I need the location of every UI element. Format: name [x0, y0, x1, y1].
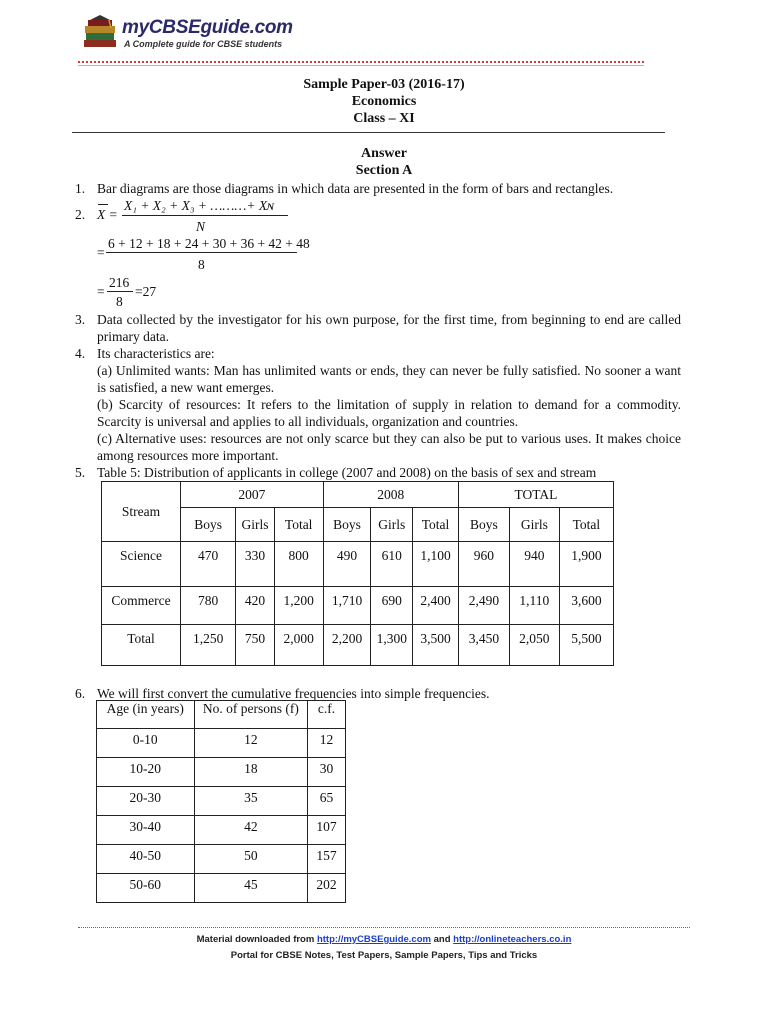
- table-cell: 18: [194, 758, 308, 787]
- table-cell: 1,300: [371, 625, 413, 666]
- sub-header: Girls: [371, 508, 413, 542]
- table-cell: 35: [194, 787, 308, 816]
- mean-bar: [98, 204, 108, 205]
- table-cell: 1,200: [274, 587, 323, 625]
- table-cell: 5,500: [559, 625, 613, 666]
- table-cell: 202: [308, 874, 346, 903]
- frequency-table: [96, 700, 346, 903]
- table-cell: 1,250: [181, 625, 236, 666]
- formula-denominator: N: [196, 219, 206, 234]
- table-cell: 12: [308, 729, 346, 758]
- table-cell: 420: [236, 587, 275, 625]
- table-cell: 800: [274, 542, 323, 587]
- q1-text: Bar diagrams are those diagrams in which data are presented in the form of bars and rectangles.: [97, 181, 614, 196]
- sum-numerator: 6 + 12 + 18 + 24 + 30 + 36 + 42 + 48: [108, 236, 310, 251]
- sub-header: Total: [274, 508, 323, 542]
- footer-prefix: Material downloaded from: [196, 934, 315, 945]
- result-numerator: 216: [109, 275, 130, 290]
- footer-divider: [78, 927, 690, 928]
- table-cell: 0-10: [97, 729, 195, 758]
- footer-mid: and: [433, 934, 451, 945]
- q5-number: 5.: [75, 465, 86, 480]
- section-heading: Section A: [355, 163, 413, 178]
- q4-number: 4.: [75, 346, 86, 361]
- table-cell: 690: [371, 587, 413, 625]
- header-divider-secondary: [78, 65, 644, 66]
- row-label: Total: [102, 625, 181, 666]
- q5-caption: Table 5: Distribution of applicants in college (2007 and 2008) on the basis of sex and stream: [97, 465, 597, 480]
- table-cell: 45: [194, 874, 308, 903]
- table-row: [97, 758, 346, 787]
- header-cell: Age (in years): [97, 701, 195, 729]
- table-cell: 2,050: [509, 625, 559, 666]
- result-denominator: 8: [116, 294, 123, 309]
- group-header-2008: 2008: [323, 482, 458, 508]
- header-cell: No. of persons (f): [194, 701, 308, 729]
- table-row: [97, 845, 346, 874]
- class-title: Class – XI: [353, 111, 415, 126]
- table-cell: 1,710: [323, 587, 371, 625]
- title-divider: [72, 132, 665, 133]
- q2-number: 2.: [75, 207, 86, 222]
- group-header-total: TOTAL: [458, 482, 613, 508]
- subject-title: Economics: [351, 94, 417, 109]
- table-row: [97, 729, 346, 758]
- table-cell: 2,200: [323, 625, 371, 666]
- q4-item-b: (b) Scarcity of resources: It refers to the limitation of supply in relation to demand for a commodity. Scarcity is universal and applies to all individuals, organization and countries.: [97, 397, 681, 429]
- q1-number: 1.: [75, 181, 86, 196]
- footer-link-mycbseguide[interactable]: http://myCBSEguide.com: [316, 934, 431, 945]
- result-equals: =: [97, 284, 105, 299]
- result-fraction-bar: [107, 291, 133, 292]
- table-cell: 10-20: [97, 758, 195, 787]
- sub-header: Total: [413, 508, 459, 542]
- paper-title: Sample Paper-03 (2016-17): [303, 77, 465, 92]
- table-cell: 50: [194, 845, 308, 874]
- table-cell: 3,500: [413, 625, 459, 666]
- table-cell: 780: [181, 587, 236, 625]
- group-header-2007: 2007: [181, 482, 324, 508]
- table-row: [97, 787, 346, 816]
- table-cell: 1,100: [413, 542, 459, 587]
- logo-tagline: A Complete guide for CBSE students: [124, 39, 283, 49]
- table-cell: 157: [308, 845, 346, 874]
- stream-table: [101, 481, 614, 666]
- result-value: =27: [135, 284, 157, 299]
- table-cell: 610: [371, 542, 413, 587]
- table-cell: 490: [323, 542, 371, 587]
- table-cell: 65: [308, 787, 346, 816]
- table-cell: 940: [509, 542, 559, 587]
- sub-header: Boys: [323, 508, 371, 542]
- table-cell: 470: [181, 542, 236, 587]
- table-cell: 2,400: [413, 587, 459, 625]
- formula-numerator: X₁ + X₂ + X₃ + ………+ Xɴ: [124, 198, 274, 213]
- q3-text: Data collected by the investigator for his own purpose, for the first time, from beginning to end are called primary data.: [97, 312, 681, 344]
- table-cell: 750: [236, 625, 275, 666]
- table-cell: 2,490: [458, 587, 509, 625]
- row-label: Science: [102, 542, 181, 587]
- table-row: [97, 874, 346, 903]
- q4-item-a: (a) Unlimited wants: Man has unlimited wants or ends, they can never be fully satisfied. No sooner a want is satisfied, a new want emerges.: [97, 363, 681, 395]
- logo-name: myCBSEguide.com: [122, 17, 293, 38]
- table-cell: 50-60: [97, 874, 195, 903]
- table-row: [102, 587, 614, 625]
- table-cell: 42: [194, 816, 308, 845]
- footer-line-2: Portal for CBSE Notes, Test Papers, Sample Papers, Tips and Tricks: [230, 950, 538, 961]
- table-cell: 40-50: [97, 845, 195, 874]
- table-cell: 960: [458, 542, 509, 587]
- table-cell: 30-40: [97, 816, 195, 845]
- table-row: [102, 625, 614, 666]
- mean-symbol: X =: [97, 207, 118, 222]
- table-cell: 107: [308, 816, 346, 845]
- formula-fraction-bar: [122, 215, 288, 216]
- sum-equals: =: [97, 245, 105, 260]
- table-cell: 1,900: [559, 542, 613, 587]
- sub-header: Girls: [236, 508, 275, 542]
- footer-line-1: [0, 934, 768, 945]
- stub-header-cell: Stream: [102, 482, 181, 542]
- table-cell: 2,000: [274, 625, 323, 666]
- header-divider: [78, 61, 644, 63]
- table-row: [97, 816, 346, 845]
- logo-books-icon: [82, 14, 118, 52]
- row-label: Commerce: [102, 587, 181, 625]
- table-cell: 1,110: [509, 587, 559, 625]
- sum-denominator: 8: [198, 257, 205, 272]
- sub-header: Total: [559, 508, 613, 542]
- sub-header: Boys: [181, 508, 236, 542]
- footer-link-onlineteachers[interactable]: http://onlineteachers.co.in: [453, 934, 572, 945]
- q6-text: We will first convert the cumulative frequencies into simple frequencies.: [97, 686, 490, 701]
- table-cell: 30: [308, 758, 346, 787]
- table-cell: 330: [236, 542, 275, 587]
- answer-heading: Answer: [361, 146, 407, 161]
- q6-number: 6.: [75, 686, 86, 701]
- q3-number: 3.: [75, 312, 86, 327]
- q4-intro: Its characteristics are:: [97, 346, 215, 361]
- table-row: [102, 542, 614, 587]
- table-cell: 3,600: [559, 587, 613, 625]
- sub-header: Girls: [509, 508, 559, 542]
- table-cell: 20-30: [97, 787, 195, 816]
- sub-header: Boys: [458, 508, 509, 542]
- header-cell: c.f.: [308, 701, 346, 729]
- table-cell: 3,450: [458, 625, 509, 666]
- table-cell: 12: [194, 729, 308, 758]
- sum-fraction-bar: [106, 252, 297, 253]
- q4-item-c: (c) Alternative uses: resources are not only scarce but they can also be put to various uses. It makes choice among resources more important.: [97, 431, 681, 463]
